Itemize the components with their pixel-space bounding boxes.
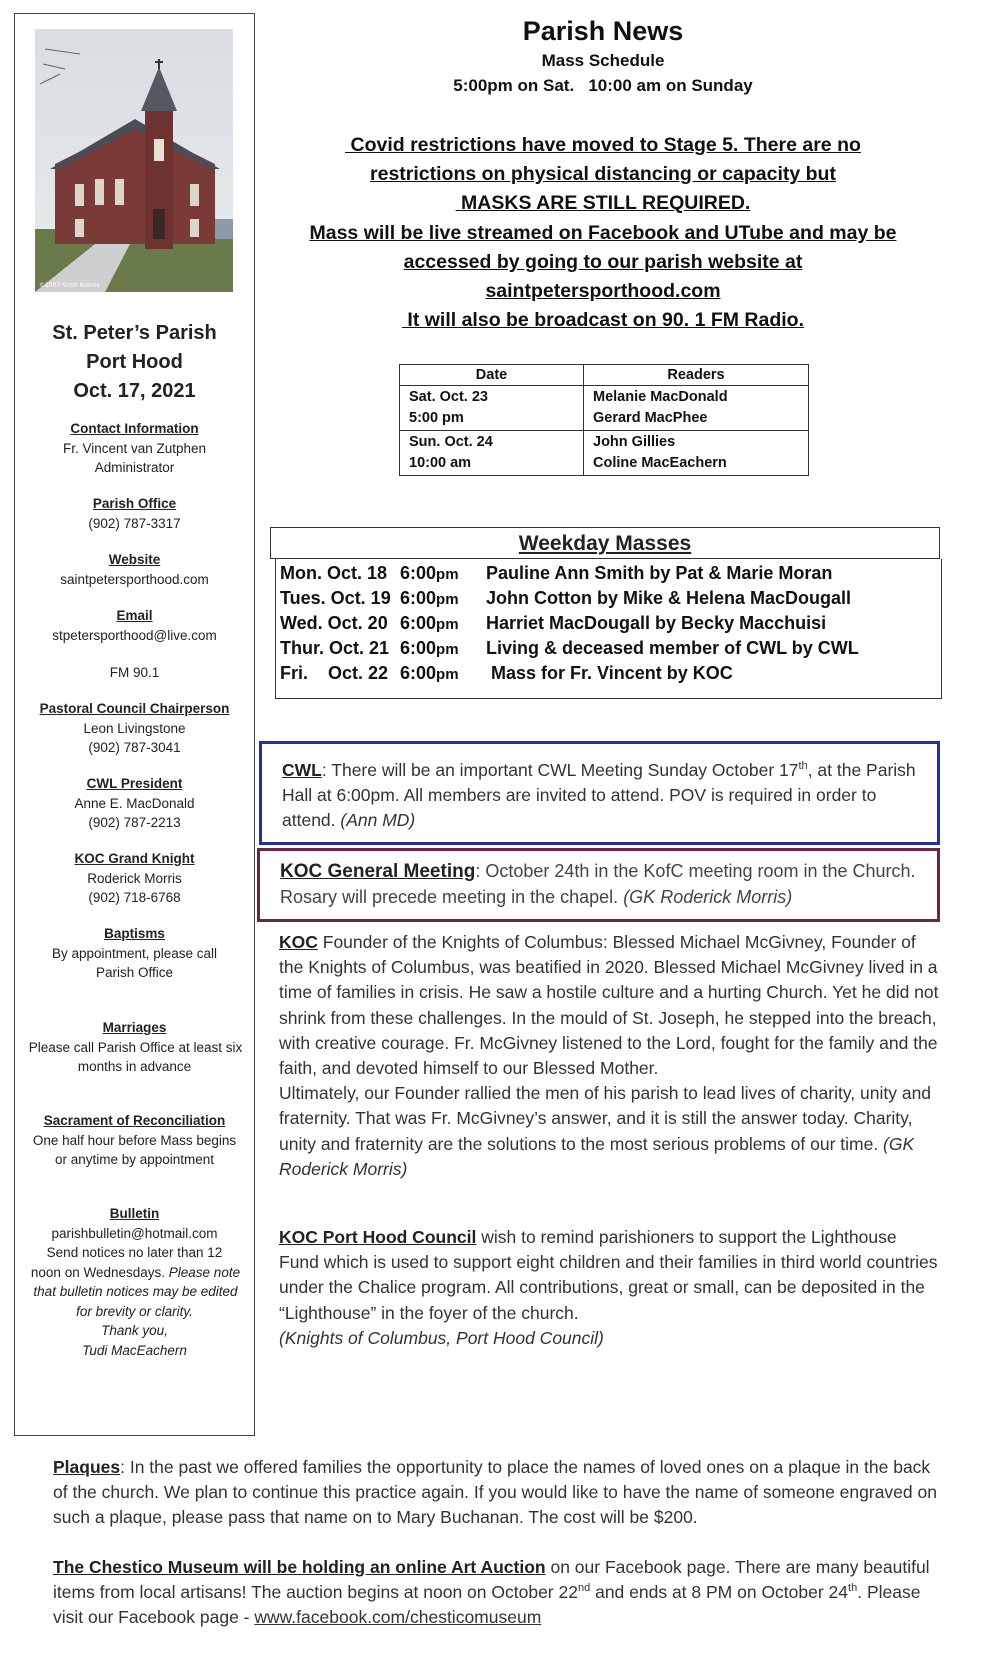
bulletin-line1: Send notices no later than 12 xyxy=(46,1245,223,1260)
bulletin-line5: Thank you, xyxy=(101,1323,168,1338)
koc-founder-paragraph: KOC Founder of the Knights of Columbus: Blessed Michael McGivney, Founder of the Knights of Columbus, was beatified in 2020. Blessed Michael McGivney lived in a time of families in crisis. He saw a hostile culture and a hurting Church. Yet he did not shrink from these challenges. In the mould of St. Joseph, he stepped into the breach, with creative courage. Fr. McGivney listened to the Lord, fought for the family and the faith, and devoted himself to our Blessed Mother. Ultimately, our Founder rallied the men of his parish to lead lives of charity, unity and fraternity. That was Fr. McGivney’s answer, and it is still the answer today. Charity, unity and fraternity are the solutions to the most serious problems of our time. (GK Roderick Morris) xyxy=(279,932,939,1179)
weekday-masses xyxy=(270,527,942,699)
readers-col-date: Date xyxy=(400,365,584,386)
council-phone[interactable]: (902) 787-3041 xyxy=(88,740,181,755)
cwl-notice-heading: CWL xyxy=(282,760,322,780)
bulletin-line6: Tudi MacEachern xyxy=(82,1342,187,1358)
reader-date-cell: Sat. Oct. 23 5:00 pm xyxy=(400,386,584,431)
council-name: Leon Livingstone xyxy=(83,720,186,736)
museum-heading: The Chestico Museum will be holding an online Art Auction xyxy=(53,1557,546,1577)
readers-table xyxy=(399,364,809,476)
cwl-heading: CWL President xyxy=(86,776,183,791)
marriages-heading: Marriages xyxy=(102,1020,167,1035)
bulletin-line2: noon on Wednesdays. Please note xyxy=(30,1264,241,1280)
table-row xyxy=(400,431,809,476)
koc-council-heading: KOC Port Hood Council xyxy=(279,1227,477,1247)
marriages-line1: Please call Parish Office at least six xyxy=(28,1039,243,1055)
covid-line4: Mass will be live streamed on Facebook and UTube and may be xyxy=(309,221,897,244)
email-heading: Email xyxy=(116,608,153,623)
reader-names-cell: Melanie MacDonald Gerard MacPhee xyxy=(584,386,809,431)
bulletin-line4: for brevity or clarity. xyxy=(76,1303,193,1319)
covid-line7: It will also be broadcast on 90. 1 FM Radio. xyxy=(402,309,804,332)
koc-meeting-box xyxy=(257,848,940,922)
marriages-section xyxy=(15,1018,254,1077)
koc-council-paragraph: KOC Port Hood Council wish to remind parishioners to support the Lighthouse Fund which is used to support eight children and their families in third world countries under the Chalice program. All contributions, great or small, can be deposited in the “Lighthouse” in the foyer of the church. (Knights of Columbus, Port Hood Council) xyxy=(279,1227,938,1348)
bulletin-email[interactable]: parishbulletin@hotmail.com xyxy=(51,1225,218,1241)
radio-frequency: FM 90.1 xyxy=(109,665,160,680)
koc-name: Roderick Morris xyxy=(87,870,182,886)
reader-date-cell: Sun. Oct. 24 10:00 am xyxy=(400,431,584,476)
weekday-title: Weekday Masses xyxy=(518,532,692,555)
cwl-notice-text: CWL: There will be an important CWL Meeting Sunday October 17th, at the Parish Hall at 6:00pm. All members are invited to attend. POV is required in order to attend. (Ann MD) xyxy=(282,760,916,830)
koc-heading: KOC Grand Knight xyxy=(74,851,195,866)
church-photo xyxy=(35,29,233,292)
sidebar xyxy=(14,13,255,1436)
contact-role: Administrator xyxy=(94,460,175,475)
readers-header-row xyxy=(400,365,809,386)
table-row xyxy=(400,386,809,431)
reader-names-cell: John Gillies Coline MacEachern xyxy=(584,431,809,476)
page-subtitle: Mass Schedule xyxy=(541,51,665,70)
cwl-name: Anne E. MacDonald xyxy=(74,795,195,811)
weekday-title-box xyxy=(270,527,940,559)
baptisms-line2: Parish Office xyxy=(95,965,174,980)
contact-section xyxy=(15,419,254,478)
website-heading: Website xyxy=(108,552,161,567)
baptisms-section xyxy=(15,924,254,983)
bulletin-date: Oct. 17, 2021 xyxy=(73,380,196,402)
plaques-paragraph: Plaques: In the past we offered families the opportunity to place the names of loved ones on a plaque in the back of the church. We plan to continue this practice again. If you would like to have the name of someone engraved on such a plaque, please pass that name on to Mary Buchanan. The cost will be $200. xyxy=(53,1457,937,1528)
covid-line2: restrictions on physical distancing or capacity but xyxy=(370,163,836,186)
reconciliation-section xyxy=(15,1111,254,1170)
covid-line1: Covid restrictions have moved to Stage 5. There are no xyxy=(345,134,861,156)
covid-line5: accessed by going to our parish website at xyxy=(403,250,803,273)
email-section xyxy=(15,606,254,645)
koc-meeting-text: KOC General Meeting: October 24th in the KofC meeting room in the Church. Rosary will precede meeting in the chapel. (GK Roderick Morris) xyxy=(280,861,916,907)
reconciliation-line2: or anytime by appointment xyxy=(54,1152,215,1167)
koc-phone[interactable]: (902) 718-6768 xyxy=(88,890,181,905)
parish-title xyxy=(15,319,254,406)
website-link[interactable]: saintpetersporthood.com xyxy=(60,571,209,587)
radio-section xyxy=(15,663,254,683)
email-link[interactable]: stpetersporthood@live.com xyxy=(52,627,217,643)
weekday-list: Mon. Oct. 18 6:00pm Pauline Ann Smith by Pat & Marie Moran Tues. Oct. 19 6:00pm John Cotton by Mike & Helena MacDougall Wed. Oct. 20 6:00pm Harriet MacDougall by Becky Macchuisi Thur. Oct. 21 6:00pm Living & deceased member of CWL by CWL Fri. Oct. 22 6:00pm Mass for Fr. Vincent by KOC xyxy=(275,559,942,699)
page-header xyxy=(270,14,936,98)
baptisms-line1: By appointment, please call xyxy=(51,945,218,961)
parish-name: St. Peter’s Parish xyxy=(52,322,217,344)
museum-paragraph: The Chestico Museum will be holding an online Art Auction on our Facebook page. There are many beautiful items from local artisans! The auction begins at noon on October 22nd and ends at 8 PM on October 24th. Please visit our Facebook page - www.facebook.com/chesticomuseum xyxy=(53,1557,930,1628)
plaques-heading: Plaques xyxy=(53,1457,121,1477)
cwl-phone[interactable]: (902) 787-2213 xyxy=(88,815,181,830)
page-title: Parish News xyxy=(522,16,684,46)
bulletin-line3: that bulletin notices may be edited xyxy=(33,1284,238,1299)
covid-line3: MASKS ARE STILL REQUIRED. xyxy=(455,192,751,215)
contact-heading: Contact Information xyxy=(70,421,199,436)
bulletin-heading: Bulletin xyxy=(109,1206,160,1221)
office-heading: Parish Office xyxy=(92,496,177,511)
covid-line6[interactable]: saintpetersporthood.com xyxy=(485,280,721,303)
cwl-notice-box xyxy=(259,741,940,845)
contact-name: Fr. Vincent van Zutphen xyxy=(62,440,207,456)
koc-section xyxy=(15,849,254,908)
reconciliation-heading: Sacrament of Reconciliation xyxy=(43,1113,226,1128)
baptisms-heading: Baptisms xyxy=(104,926,165,941)
reconciliation-line1: One half hour before Mass begins xyxy=(32,1132,237,1148)
council-section xyxy=(15,699,254,758)
website-section xyxy=(15,550,254,589)
parish-location: Port Hood xyxy=(86,351,183,373)
photo-credit: ©2007 Scott Robins xyxy=(39,282,100,289)
bulletin-section xyxy=(15,1204,254,1360)
koc-founder-heading: KOC xyxy=(279,932,318,952)
cwl-section xyxy=(15,774,254,833)
marriages-line2: months in advance xyxy=(77,1059,192,1074)
mass-times: 5:00pm on Sat. 10:00 am on Sunday xyxy=(453,76,753,95)
readers-col-readers: Readers xyxy=(584,365,809,386)
covid-notice xyxy=(270,131,936,335)
facebook-link[interactable]: www.facebook.com/chesticomuseum xyxy=(254,1607,542,1628)
koc-meeting-heading: KOC General Meeting xyxy=(280,861,476,882)
office-phone[interactable]: (902) 787-3317 xyxy=(88,515,181,531)
office-section xyxy=(15,494,254,533)
council-heading: Pastoral Council Chairperson xyxy=(39,701,230,716)
